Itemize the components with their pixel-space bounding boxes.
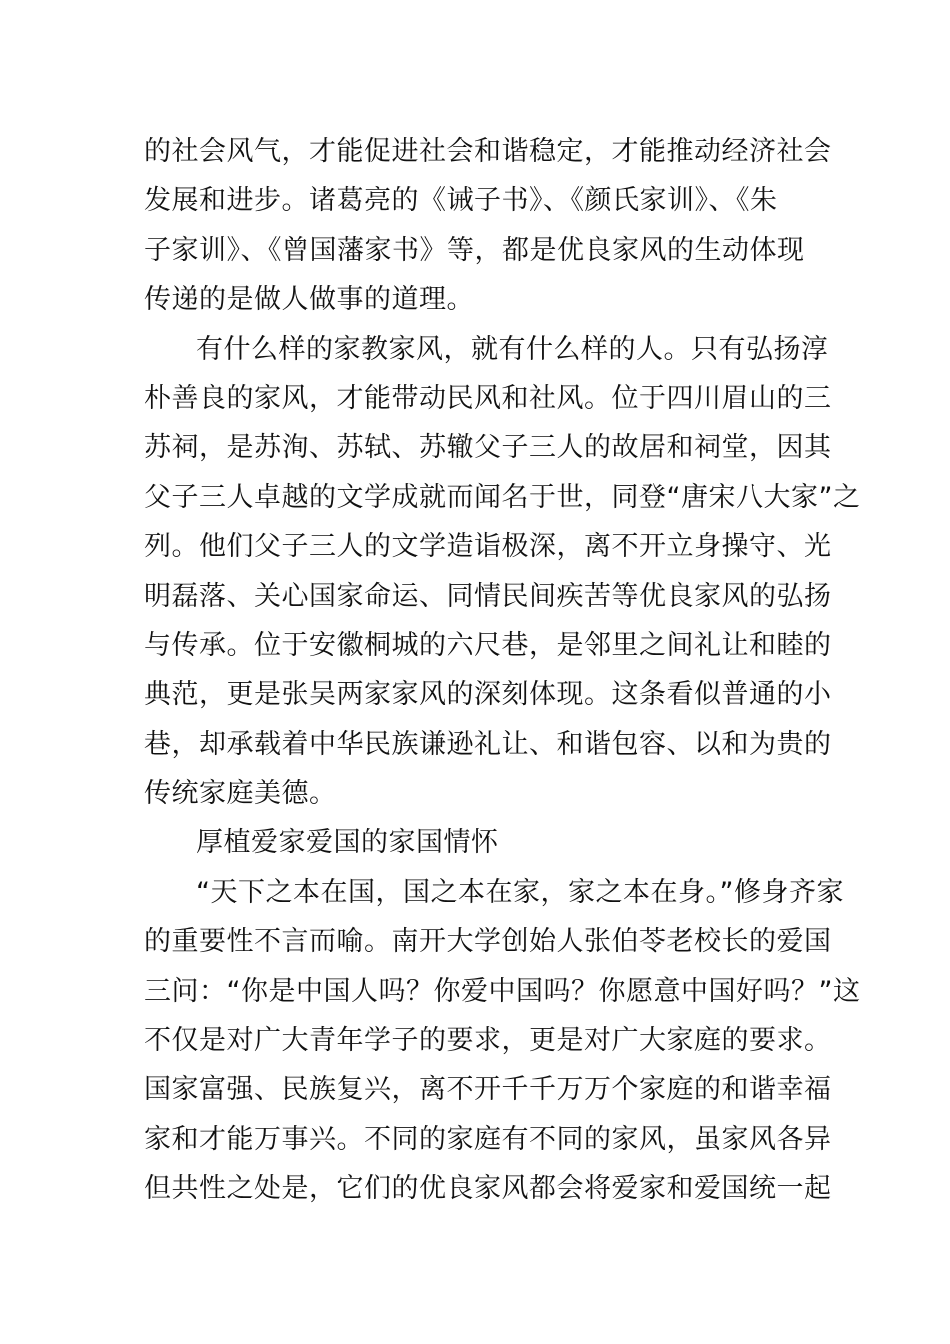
text-line: 朴善良的家风，才能带动民风和社风。位于四川眉山的三 [144,382,832,414]
text-line: 家和才能万事兴。不同的家庭有不同的家风，虽家风各异 [144,1123,832,1155]
paragraph-first-line: 有什么样的家教家风，就有什么样的人。只有弘扬淳 [196,333,829,365]
text-line: 传递的是做人做事的道理。 [144,284,474,316]
text-line: 发展和进步。诸葛亮的《诫子书》、《颜氏家训》、《朱 [144,185,778,217]
text-line: 列。他们父子三人的文学造诣极深，离不开立身操守、光 [144,531,832,563]
text-line: 父子三人卓越的文学成就而闻名于世，同登“唐宋八大家”之 [144,481,861,513]
body-text [144,127,861,1214]
text-line: 不仅是对广大青年学子的要求，更是对广大家庭的要求。 [144,1025,832,1057]
text-line: 与传承。位于安徽桐城的六尺巷，是邻里之间礼让和睦的 [144,629,832,661]
text-line: 传统家庭美德。 [144,778,337,810]
paragraph-first-line: “天下之本在国，国之本在家，家之本在身。”修身齐家 [196,876,844,908]
text-line: 的社会风气，才能促进社会和谐稳定，才能推动经济社会 [144,136,832,167]
text-line: 子家训》、《曾国藩家书》等，都是优良家风的生动体现 [144,234,805,266]
text-line: 明磊落、关心国家命运、同情民间疾苦等优良家风的弘扬 [144,580,832,612]
text-line: 国家富强、民族复兴，离不开千千万万个家庭的和谐幸福 [144,1074,832,1106]
text-line: 的重要性不言而喻。南开大学创始人张伯苓老校长的爱国 [144,926,832,958]
text-line: 苏祠，是苏洵、苏轼、苏辙父子三人的故居和祠堂，因其 [144,432,832,464]
section-heading: 厚植爱家爱国的家国情怀 [196,827,499,859]
text-line: 巷，却承载着中华民族谦逊礼让、和谐包容、以和为贵的 [144,728,832,760]
text-line: 三问：“你是中国人吗？你爱中国吗？你愿意中国好吗？”这 [144,975,861,1007]
text-line: 典范，更是张吴两家家风的深刻体现。这条看似普通的小 [144,679,832,711]
text-line: 但共性之处是，它们的优良家风都会将爱家和爱国统一起 [144,1173,832,1205]
